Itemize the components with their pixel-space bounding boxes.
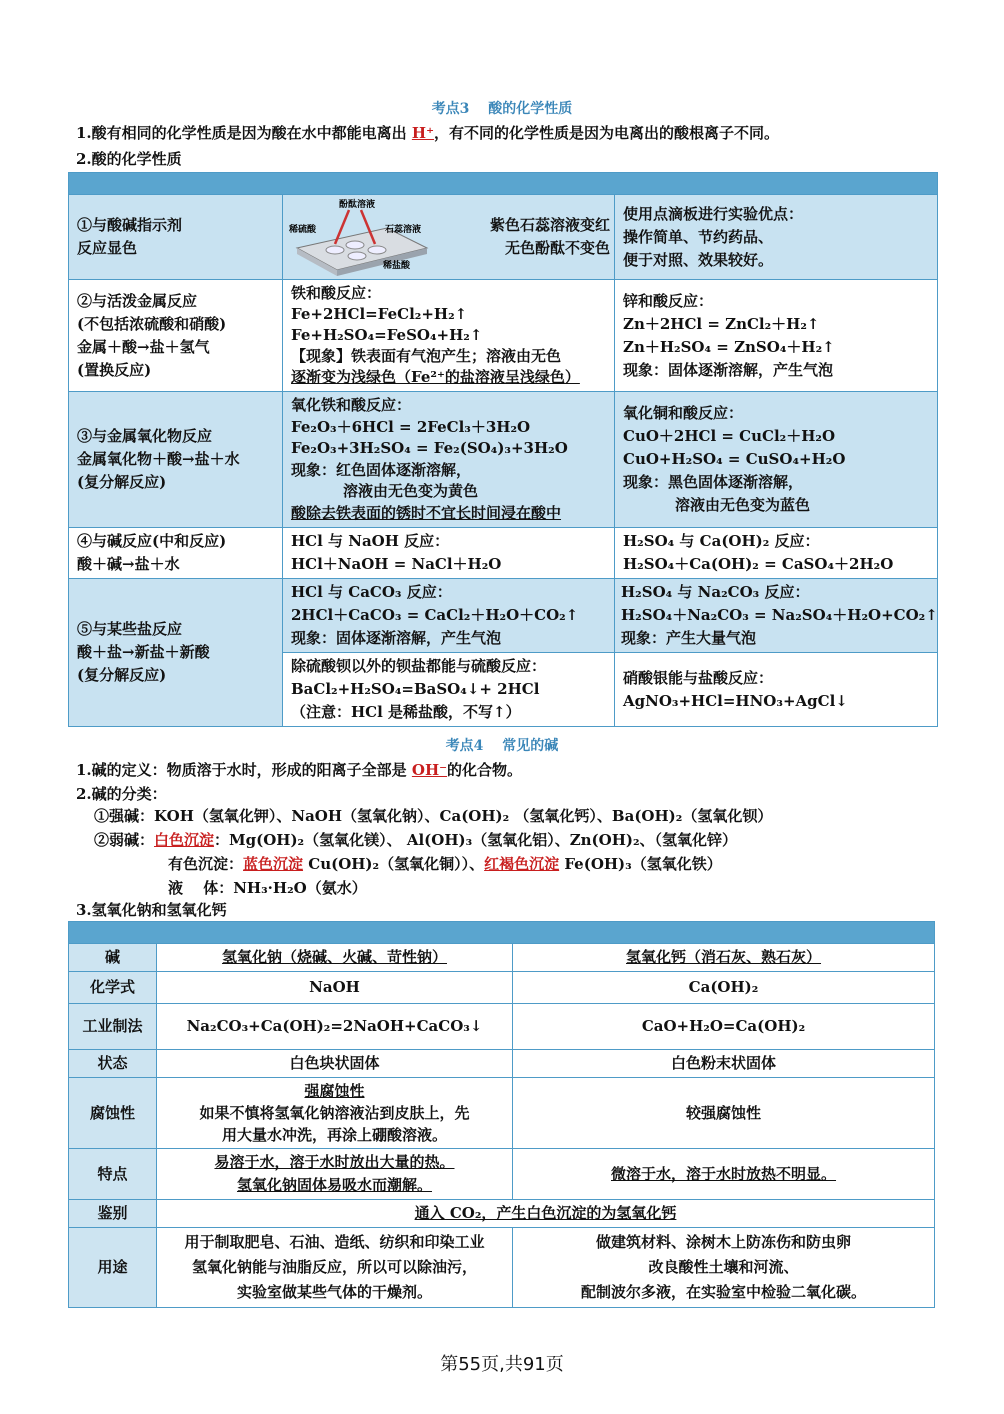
table-row: 状态 白色块状固体 白色粉末状固体	[69, 1050, 935, 1078]
acid-properties-table	[68, 172, 938, 727]
base-comparison-table	[68, 921, 935, 1308]
base-paragraph-3: 3.氢氧化钠和氢氧化钙	[76, 901, 227, 919]
svg-text:稀盐酸: 稀盐酸	[383, 261, 411, 271]
page-number: 第55页,共91页	[440, 1354, 564, 1375]
svg-text:石蕊溶液: 石蕊溶液	[385, 225, 422, 235]
oh-ion: OH⁻	[411, 761, 448, 779]
h-ion: H⁺	[411, 124, 434, 142]
base-paragraph-2: 2.碱的分类：	[76, 785, 167, 803]
colored-precipitates: 有色沉淀：蓝色沉淀 Cu(OH)₂（氢氧化铜））、红褐色沉淀 Fe(OH)₃（氢氧化铁）	[168, 855, 722, 873]
table-row: 特点 易溶于水，溶于水时放出大量的热。 氢氧化钠固体易吸水而潮解。 微溶于水，溶于水时放热不明显。	[69, 1149, 935, 1200]
weak-bases: ②弱碱：白色沉淀：Mg(OH)₂（氢氧化镁）、 Al(OH)₃（氢氧化铝）、Zn(OH)₂、（氢氧化锌）	[94, 831, 738, 849]
table-row: ②与活泼金属反应 (不包括浓硫酸和硝酸) 金属＋酸→盐＋氢气 (置换反应) 铁和酸反应： Fe+2HCl=FeCl₂+H₂↑ Fe+H₂SO₄=FeSO₄+H₂↑ 【现象】铁表面有气泡产生；溶液由无色 逐渐变为浅绿色（Fe²⁺的盐溶液呈浅绿色） 锌和酸反应： Zn＋2HCl = ZnCl₂＋H₂↑ Zn＋H₂SO₄ = ZnSO₄＋H₂↑ 现象：固体逐渐溶解，产生气泡	[69, 280, 938, 392]
strong-bases: ①强碱：KOH（氢氧化钾）、NaOH（氢氧化钠）、Ca(OH)₂ （氢氧化钙）、Ba(OH)₂（氢氧化钡）	[94, 807, 773, 825]
table-header-bar	[69, 922, 935, 944]
table-row: ③与金属氧化物反应 金属氧化物＋酸→盐＋水 (复分解反应) 氧化铁和酸反应： Fe₂O₃＋6HCl = 2FeCl₃＋3H₂O Fe₂O₃+3H₂SO₄ = Fe₂(SO₄)₃+3H₂O 现象：红色固体逐渐溶解， 溶液由无色变为黄色 酸除去铁表面的锈时不宜长时间浸在酸中 氧化铜和酸反应： CuO＋2HCl = CuCl₂＋H₂O CuO+H₂SO₄ = CuSO₄+H₂O 现象：黑色固体逐渐溶解， 溶液由无色变为蓝色	[69, 392, 938, 528]
section4-title: 考点4 常见的碱	[445, 738, 559, 754]
table-row: 腐蚀性 强腐蚀性 如果不慎将氢氧化钠溶液沾到皮肤上，先 用大量水冲洗，再涂上硼酸溶液。 较强腐蚀性	[69, 1078, 935, 1149]
table-row: 化学式 NaOH Ca(OH)₂	[69, 972, 935, 1004]
table-row: ①与酸碱指示剂 反应显色 酚酞溶液 稀硫酸 石蕊溶液 稀盐酸 紫色石蕊溶液变红 无色酚酞不变色 使用点滴板进行实验优点： 操作简单、节约药品、 便于对照、效果较好。	[69, 195, 938, 280]
table-row: ⑤与某些盐反应 酸＋盐→新盐＋新酸 (复分解反应) HCl 与 CaCO₃ 反应： 2HCl＋CaCO₃ = CaCl₂＋H₂O＋CO₂↑ 现象：固体逐渐溶解，产生气泡 H₂SO₄ 与 Na₂CO₃ 反应： H₂SO₄＋Na₂CO₃ = Na₂SO₄＋H₂O+CO₂↑ 现象：产生大量气泡	[69, 579, 938, 653]
table-row: 鉴别 通入 CO₂，产生白色沉淀的为氢氧化钙	[69, 1200, 935, 1228]
table-row: ④与碱反应(中和反应) 酸＋碱→盐＋水 HCl 与 NaOH 反应： HCl＋NaOH = NaCl＋H₂O H₂SO₄ 与 Ca(OH)₂ 反应： H₂SO₄＋Ca(OH)₂ = CaSO₄＋2H₂O	[69, 528, 938, 579]
section3-title: 考点3 酸的化学性质	[431, 101, 573, 117]
spot-plate-diagram	[287, 198, 437, 276]
svg-text:稀硫酸: 稀硫酸	[289, 225, 317, 235]
table-row: 工业制法 Na₂CO₃+Ca(OH)₂=2NaOH+CaCO₃↓ CaO+H₂O=Ca(OH)₂	[69, 1004, 935, 1050]
base-paragraph-1: 1.碱的定义：物质溶于水时，形成的阳离子全部是 OH⁻的化合物。	[76, 761, 523, 779]
table-row: 碱 氢氧化钠（烧碱、火碱、苛性钠） 氢氧化钙（消石灰、熟石灰）	[69, 944, 935, 972]
liquid-base: 液 体：NH₃·H₂O（氨水）	[168, 879, 367, 897]
acid-paragraph-1: 1.酸有相同的化学性质是因为酸在水中都能电离出 H⁺，有不同的化学性质是因为电离出的酸根离子不同。	[76, 124, 779, 142]
svg-text:酚酞溶液: 酚酞溶液	[339, 200, 376, 210]
acid-paragraph-2: 2.酸的化学性质	[76, 150, 182, 168]
table-header-bar	[69, 173, 938, 195]
table-row: 除硫酸钡以外的钡盐都能与硫酸反应： BaCl₂+H₂SO₄=BaSO₄↓+ 2HCl （注意：HCl 是稀盐酸，不写↑） 硝酸银能与盐酸反应： AgNO₃+HCl=HNO₃+AgCl↓	[69, 653, 938, 727]
table-row: 用途 用于制取肥皂、石油、造纸、纺织和印染工业 氢氧化钠能与油脂反应，所以可以除油污， 实验室做某些气体的干燥剂。 做建筑材料、涂树木上防冻伤和防虫卵 改良酸性土壤和河流、 配制波尔多液，在实验室中检验二氧化碳。	[69, 1228, 935, 1308]
